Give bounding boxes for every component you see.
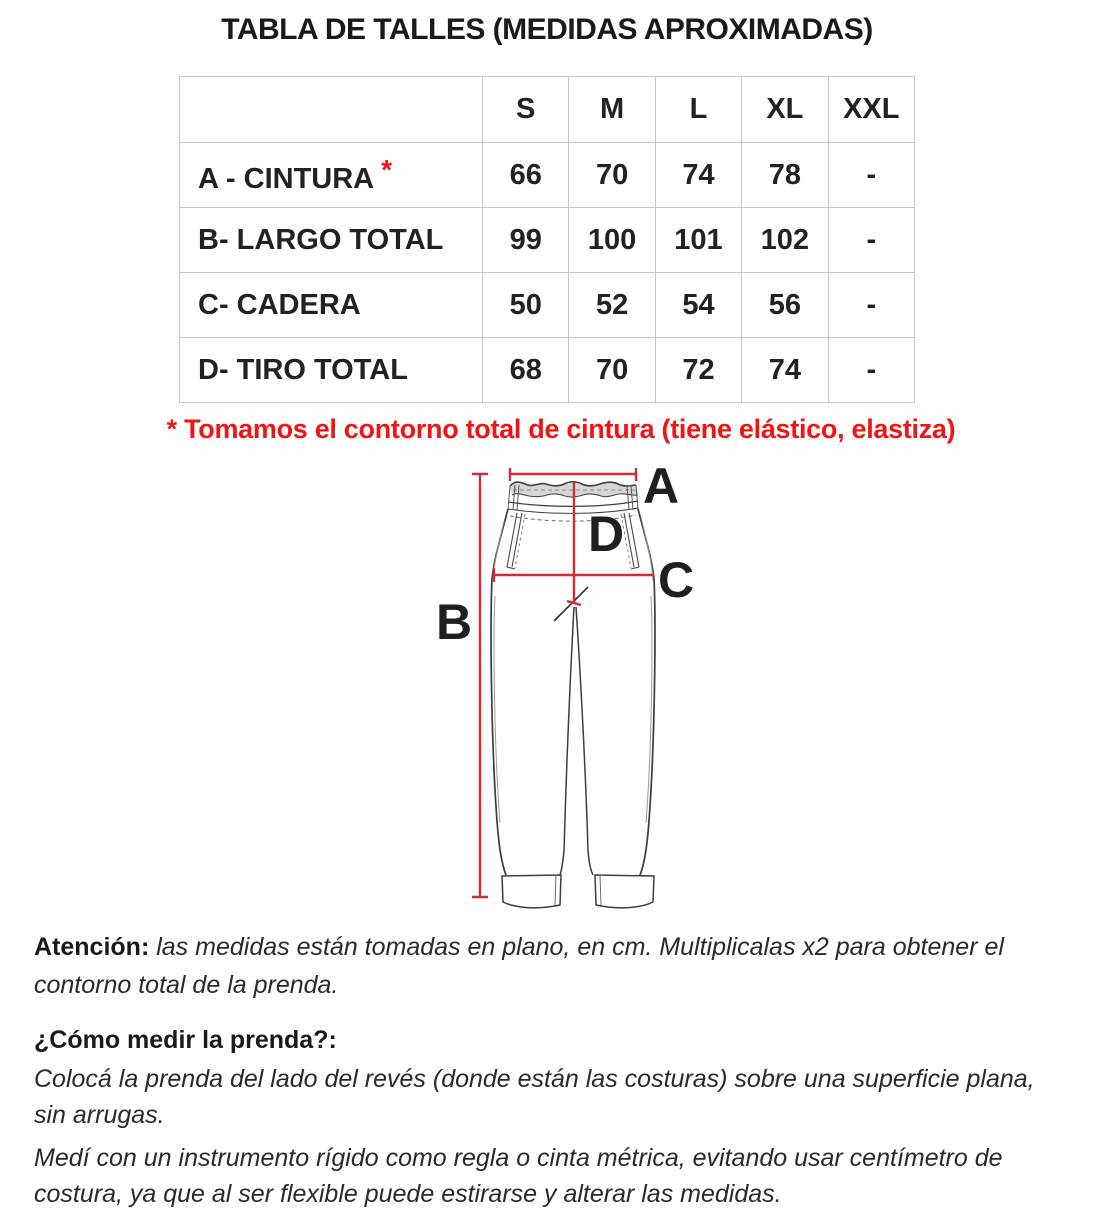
how-to-measure-title: ¿Cómo medir la prenda?: <box>34 1026 1060 1055</box>
measure-value: 101 <box>655 208 741 273</box>
how-to-step-1: Colocá la prenda del lado del revés (donde están las costuras) sobre una superficie plana, sin arrugas. <box>34 1061 1060 1134</box>
right-cuff <box>595 875 654 908</box>
measure-value: - <box>828 208 914 273</box>
instructions-section <box>0 929 1094 1212</box>
measure-value: - <box>828 273 914 338</box>
table-corner-cell <box>180 77 483 143</box>
measure-value: 102 <box>742 208 828 273</box>
measure-value: 74 <box>742 338 828 403</box>
measure-value: 100 <box>569 208 655 273</box>
size-table-row <box>180 143 915 208</box>
measure-value: - <box>828 338 914 403</box>
left-pocket-opening <box>507 513 522 569</box>
attention-text: las medidas están tomadas en plano, en cm. Multiplicalas x2 para obtener el contorno total de la prenda. <box>34 933 1004 999</box>
measure-value: 70 <box>569 338 655 403</box>
left-cuff <box>502 875 561 908</box>
size-column-header: L <box>655 77 741 143</box>
measure-value: 50 <box>483 273 569 338</box>
size-table <box>179 76 915 403</box>
measure-value: 78 <box>742 143 828 208</box>
measure-value: 72 <box>655 338 741 403</box>
size-column-header: M <box>569 77 655 143</box>
size-table-body <box>180 143 915 403</box>
measure-line-d <box>567 482 581 605</box>
measure-value: 70 <box>569 143 655 208</box>
measure-value: 56 <box>742 273 828 338</box>
right-pocket-opening <box>624 513 639 569</box>
attention-label: Atención: <box>34 933 149 961</box>
measure-line-a <box>510 468 636 481</box>
size-column-header: S <box>483 77 569 143</box>
pants-right-inseam <box>576 607 593 875</box>
measure-line-b <box>472 474 488 897</box>
size-table-row <box>180 338 915 403</box>
label-a: A <box>643 458 679 514</box>
label-b: B <box>436 594 472 650</box>
size-column-header: XXL <box>828 77 914 143</box>
size-column-header: XL <box>742 77 828 143</box>
measure-value: 74 <box>655 143 741 208</box>
size-table-head-row <box>180 77 915 143</box>
how-to-step-2: Medí con un instrumento rígido como regla o cinta métrica, evitando usar centímetro de costura, ya que al ser flexible puede estirarse y alterar las medidas. <box>34 1140 1060 1212</box>
label-d: D <box>588 506 624 562</box>
measure-label: D- TIRO TOTAL <box>180 338 483 403</box>
measure-label: A - CINTURA * <box>180 143 483 208</box>
size-table-row <box>180 208 915 273</box>
pants-measurement-diagram <box>0 449 1094 923</box>
measure-label: B- LARGO TOTAL <box>180 208 483 273</box>
measure-value: 66 <box>483 143 569 208</box>
measure-value: 68 <box>483 338 569 403</box>
measure-value: 54 <box>655 273 741 338</box>
measure-value: 52 <box>569 273 655 338</box>
pants-diagram-svg <box>418 451 740 921</box>
label-c: C <box>658 552 694 608</box>
drawstring-line <box>554 587 588 621</box>
waist-footnote: * Tomamos el contorno total de cintura (tiene elástico, elastiza) <box>0 414 1094 445</box>
size-table-row <box>180 273 915 338</box>
footnote-asterisk: * <box>381 154 392 186</box>
measure-value: 99 <box>483 208 569 273</box>
measure-value: - <box>828 143 914 208</box>
attention-note <box>34 929 1060 1004</box>
measure-label: C- CADERA <box>180 273 483 338</box>
page-title: TABLA DE TALLES (MEDIDAS APROXIMADAS) <box>0 0 1094 47</box>
pants-left-inseam <box>560 607 574 875</box>
